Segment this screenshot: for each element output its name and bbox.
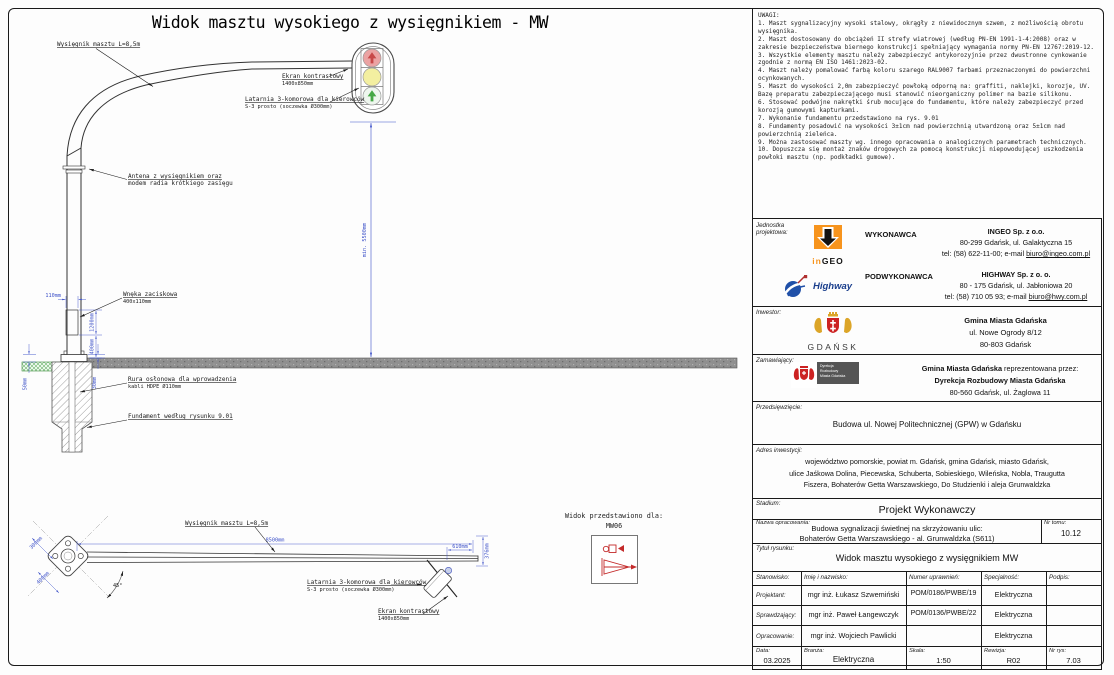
revision-value: R02 — [1006, 656, 1021, 665]
contractor-role: WYKONAWCA — [865, 230, 917, 239]
branch-value: Elektryczna — [832, 655, 875, 664]
highway-wordmark: Highway — [813, 280, 853, 292]
date-label: Data: — [756, 648, 770, 654]
subcontractor-contact — [935, 291, 1097, 302]
note-item: 3. Wszystkie elementy masztu należy zabezpieczyć antykorozyjnie przez dwustronne cynkowanie zgodnie z normą EN ISO 1461:2023-02. — [758, 51, 1087, 67]
label-wysiegnik: Wysięgnik masztu L=8,5m — [57, 41, 141, 48]
ingeo-logo — [805, 225, 851, 266]
row-designer-number: POM/0186/PWBE/19 — [910, 590, 977, 597]
row-designer-role: Projektant: — [756, 592, 786, 599]
address-line2: ulice Jaśkowa Dolina, Piecewska, Schuberta, Sobieskiego, Wileńska, Nobla, Traugutta — [789, 468, 1065, 478]
ingeo-logo-icon — [813, 225, 843, 251]
drawing-no-value: 7.03 — [1066, 656, 1081, 665]
col-signature: Podpis: — [1049, 574, 1070, 581]
dim-400-plan-value: 400mm — [35, 570, 51, 586]
plan-view — [20, 498, 530, 663]
lens-mark — [445, 567, 451, 573]
row-author-spec: Elektryczna — [994, 631, 1033, 640]
dim-50-value: 50mm — [22, 377, 29, 391]
study-line2: Bohaterów Getta Warszawskiego - al. Grunwaldzka (S611) — [799, 533, 995, 543]
clamp-recess — [66, 310, 78, 335]
dimension-110 — [58, 296, 86, 308]
row-checker-role: Sprawdzający: — [756, 612, 797, 619]
view-reference-caption: Widok przedstawiono dla: — [564, 512, 664, 520]
drawing-title-label: Tytuł rysunku: — [756, 545, 795, 552]
antenna-bracket — [63, 166, 85, 173]
dim-376-value: 376mm — [484, 543, 491, 559]
ordering-line1 — [901, 363, 1099, 375]
ingeo-wordmark-1: in — [812, 256, 822, 266]
address-label: Adres inwestycji: — [756, 447, 803, 454]
drmg-crest-icon — [791, 362, 817, 388]
row-author-role: Opracowanie: — [756, 633, 795, 640]
label-antena-1: Antena z wysięgnikiem oraz — [128, 173, 222, 180]
row-designer-name: mgr inż. Łukasz Szwemiński — [807, 590, 900, 599]
mast — [67, 148, 81, 355]
subc-email[interactable]: biuro@hwy.com.pl — [1028, 292, 1088, 301]
dim-400-value: 400mm — [89, 338, 96, 355]
row-checker-name: mgr inż. Paweł Łangewczyk — [808, 610, 899, 619]
note-item: 4. Maszt należy pomalować farbą koloru szarego RAL9007 farbami przeznaczonymi do powierzchni ocynkowanych. — [758, 67, 1091, 83]
row-checker-number: POM/0136/PWBE/22 — [910, 610, 977, 617]
label-wneka-2: 400x110mm — [123, 299, 152, 305]
dim-110-value: 110mm — [45, 293, 61, 299]
stage-label: Stadium: — [756, 500, 781, 507]
foundation — [52, 362, 92, 452]
highway-logo — [783, 274, 875, 298]
note-item: 5. Maszt do wysokości 2,0m zabezpieczyć powłoką odporną na: graffiti, naklejki, korozje, UV. Bazę preparatu zabezpieczającego musi stanowić nieorganiczny polimer na bazie silikonu. — [758, 83, 1091, 99]
investor-name: Gmina Miasta Gdańska — [964, 316, 1047, 325]
bracket-arm-plan — [87, 552, 478, 563]
contractor-address: 80-299 Gdańsk, ul. Galaktyczna 15 — [959, 238, 1073, 247]
investor-street: ul. Nowe Ogrody 8/12 — [969, 328, 1042, 337]
contractor-tel: tel: (58) 622-11-00; e-mail — [941, 249, 1027, 258]
ingeo-wordmark-2: GEO — [821, 256, 844, 266]
notes-heading: UWAGI: — [758, 12, 780, 19]
subcontractor-address: 80 - 175 Gdańsk, ul. Jabłoniowa 20 — [959, 281, 1073, 290]
ordering-line3: 80-560 Gdańsk, ul. Żaglowa 11 — [949, 388, 1051, 397]
cable-pipe — [69, 362, 75, 452]
col-name: Imię i nazwisko: — [804, 574, 848, 581]
dim-8500-value: 8500mm — [265, 537, 285, 544]
drawing-title: Widok masztu wysokiego z wysięgnikiem - MW — [151, 13, 549, 32]
dim-min-height-value: min. 5500mm — [362, 222, 368, 258]
subcontractor-name: HIGHWAY Sp. z o. o. — [981, 270, 1051, 279]
volume-label: Nr tomu: — [1044, 520, 1067, 526]
gdansk-logo — [793, 312, 873, 352]
label-latarnia-1: Latarnia 3-komorowa dla kierowców — [245, 96, 365, 103]
col-role: Stanowisko: — [756, 574, 790, 581]
note-item: 7. Wykonanie fundamentu przedstawiono na rys. 9.01 — [758, 114, 939, 122]
label-antena-2: modem radia krótkiego zasięgu — [128, 180, 233, 187]
drmg-text-3: Miasta Gdańska — [820, 374, 846, 379]
drmg-logo-text — [817, 362, 859, 384]
stage-value: Projekt Wykonawczy — [878, 504, 976, 516]
ordering-rep: reprezentowana przez: — [1002, 364, 1079, 373]
investor-label: Inwestor: — [756, 309, 782, 316]
label-wneka-1: Wnęka zaciskowa — [123, 291, 178, 298]
note-item: 9. Można zastosować maszty wg. innego opracowania o analogicznych parametrach technicznych. — [758, 138, 1087, 146]
label-ekran-2: 1400x850mm — [282, 81, 314, 87]
note-item: 10. Dopuszcza się montaż znaków drogowych za pomocą konstrukcji niepowodującej uszkodzenia powłoki masztu (np. podkładki gumowe). — [758, 146, 1084, 162]
drmg-text-1: Dyrekcja — [820, 364, 834, 368]
investor-city: 80-803 Gdańsk — [979, 340, 1032, 349]
label-ekran-plan-1: Ekran kontrastowy — [378, 608, 440, 615]
mast-symbol — [591, 535, 638, 584]
label-latarnia-plan-1: Latarnia 3-komorowa dla kierowców — [307, 579, 427, 586]
highway-logo-icon — [783, 274, 811, 298]
contractor-contact — [935, 248, 1097, 259]
address-line1: województwo pomorskie, powiat m. Gdańsk, gmina Gdańsk, miasto Gdańsk, — [805, 457, 1049, 466]
label-wysiegnik-plan: Wysięgnik masztu L=8,5m — [185, 520, 269, 527]
ordering-line2: Dyrekcja Rozbudowy Miasta Gdańska — [934, 376, 1066, 385]
drmg-logo — [791, 362, 859, 388]
volume-value: 10.12 — [1060, 529, 1082, 538]
gdansk-wordmark: GDAŃSK — [807, 342, 859, 352]
col-number: Numer uprawnień: — [909, 574, 960, 581]
drawing-title-value: Widok masztu wysokiego z wysięgnikiem MW — [835, 553, 1019, 563]
revision-label: Rewizja: — [984, 648, 1006, 654]
scale-value: 1:50 — [936, 656, 951, 665]
col-spec: Specjalność: — [984, 574, 1020, 581]
drmg-text-2: Rozbudowy — [820, 369, 839, 374]
label-ekran-plan-2: 1400x850mm — [378, 616, 410, 622]
row-checker-spec: Elektryczna — [994, 610, 1033, 619]
subcontractor-tel: tel: (58) 710 05 93; e-mail — [944, 292, 1029, 301]
dim-610-value: 610mm — [452, 544, 468, 550]
note-item: 2. Maszt dostosowany do obciążeń II strefy wiatrowej (według PN-EN 1991-1-4:2008) oraz w zakresie bezpieczeństwa biernego konstrukcji spełniający wymagania normy PN-EN 12767:2019-12. — [758, 35, 1094, 51]
note-item: 8. Fundamenty posadowić na wysokości 3±1cm nad powierzchnią utwardzoną oraz 5±1cm nad powierzchnią zieleńca. — [758, 122, 1066, 138]
study-line1: Budowa sygnalizacji świetlnej na skrzyżowaniu ulic: — [811, 524, 983, 533]
dim-30-value: 30mm — [92, 376, 98, 390]
label-rura-1: Rura osłonowa dla wprowadzenia — [128, 376, 237, 383]
subcontractor-role: PODWYKONAWCA — [865, 272, 933, 281]
view-reference-id: MW06 — [605, 522, 623, 531]
row-author-name: mgr inż. Wojciech Pawlicki — [810, 631, 897, 640]
dim-angle-value: 45° — [113, 583, 123, 589]
undertaking-label: Przedsięwzięcie: — [756, 404, 803, 411]
scale-label: Skala: — [909, 648, 926, 654]
ordering-name: Gmina Miasta Gdańska — [921, 364, 1003, 373]
contractor-name: INGEO Sp. z o.o. — [987, 227, 1045, 236]
signal-yellow-chamber — [363, 68, 381, 86]
label-fundament: Fundament według rysunku 9.01 — [128, 413, 233, 420]
label-rura-2: kabli HDPE Ø110mm — [128, 384, 182, 390]
undertaking-value: Budowa ul. Nowej Politechnicznej (GPW) w Gdańsku — [832, 420, 1022, 429]
note-item: 6. Stosować podwójne nakrętki śrub mocujące do fundamentu, które należy zabezpieczyć przed korozją gumowymi kapturkami. — [758, 98, 1084, 114]
gdansk-crest-icon — [808, 312, 858, 336]
title-block — [752, 218, 1102, 670]
pavement-strip — [85, 358, 737, 368]
row-designer-spec: Elektryczna — [994, 590, 1033, 599]
address-line3: Fiszera, Bohaterów Getta Warszawskiego, Do Studzienki i aleja Grunwaldzka — [803, 480, 1051, 489]
drawing-no-label: Nr rys: — [1049, 648, 1067, 654]
label-ekran-1: Ekran kontrastowy — [282, 73, 344, 80]
dim-300-value: 300mm — [28, 535, 44, 551]
dim-1200-value: 1200mm — [89, 313, 96, 332]
label-latarnia-plan-2: S-3 prosto (soczewka Ø300mm) — [307, 587, 395, 593]
dimension-min-height — [350, 122, 396, 357]
design-unit-label: Jednostka projektowa: — [756, 222, 788, 236]
note-item: 1. Maszt sygnalizacyjny wysoki stalowy, okrągły z niewidocznym szwem, z możliwością obrotu wysięgnika. — [758, 19, 1084, 35]
date-value: 03.2025 — [763, 656, 791, 665]
label-latarnia-2: S-3 prosto (soczewka Ø300mm) — [245, 104, 333, 110]
notes-block — [758, 12, 1098, 162]
view-reference — [556, 511, 672, 588]
base-flange — [61, 351, 87, 362]
study-label: Nazwa opracowania: — [756, 520, 810, 526]
elevation-view — [12, 38, 747, 478]
ordering-label: Zamawiający: — [756, 357, 794, 364]
branch-label: Branża: — [804, 648, 824, 654]
contractor-email[interactable]: biuro@ingeo.com.pl — [1026, 249, 1091, 258]
